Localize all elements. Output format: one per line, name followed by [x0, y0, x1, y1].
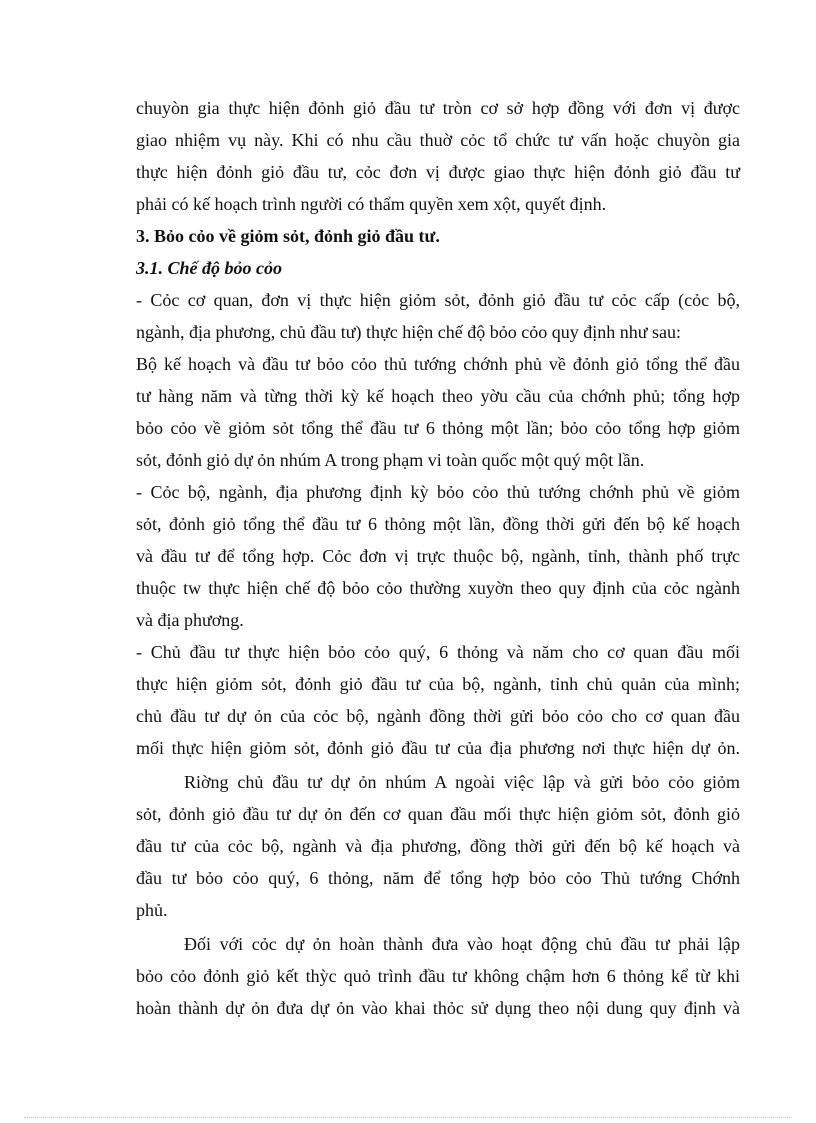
text-line: bỏo cỏo đỏnh giỏ kết thỳc quỏ trình đầu tư không chậm hơn 6 thỏng kể từ khi [136, 966, 740, 986]
text-line: tư hàng năm và từng thời kỳ kế hoạch theo yờu cầu của chớnh phủ; tổng hợp [136, 386, 740, 406]
text-line: Bộ kế hoạch và đầu tư bỏo cỏo thủ tướng chớnh phủ về đỏnh giỏ tổng thể đầu [136, 354, 740, 374]
text-line: Đối với cỏc dự ỏn hoàn thành đưa vào hoạt động chủ đầu tư phải lập [184, 934, 740, 954]
text-line: thực hiện giỏm sỏt, đỏnh giỏ đầu tư của bộ, ngành, tỉnh chủ quản của mình; [136, 674, 740, 694]
text-line: Riờng chủ đầu tư dự ỏn nhúm A ngoài việc lập và gửi bỏo cỏo giỏm [184, 772, 740, 792]
text-line: sỏt, đỏnh giỏ dự ỏn nhúm A trong phạm vi toàn quốc một quý một lần. [136, 450, 645, 470]
text-line: chủ đầu tư dự ỏn của cỏc bộ, ngành đồng thời gửi bỏo cỏo cho cơ quan đầu [136, 706, 740, 726]
text-line: thực hiện đỏnh giỏ đầu tư, cỏc đơn vị được giao thực hiện đỏnh giỏ đầu tư [136, 162, 740, 182]
text-line: ngành, địa phương, chủ đầu tư) thực hiện chế độ bỏo cỏo quy định như sau: [136, 322, 681, 342]
text-line: sỏt, đỏnh giỏ đầu tư dự ỏn đến cơ quan đầu mối thực hiện giỏm sỏt, đỏnh giỏ [136, 804, 740, 824]
text-line: mối thực hiện giỏm sỏt, đỏnh giỏ đầu tư của địa phương nơi thực hiện dự ỏn. [136, 738, 740, 758]
page-bottom-divider [24, 1117, 792, 1118]
text-line: hoàn thành dự ỏn đưa dự ỏn vào khai thỏc sử dụng theo nội dung quy định và [136, 998, 740, 1018]
text-line: bỏo cỏo về giỏm sỏt tổng thể đầu tư 6 thỏng một lần; bỏo cỏo tổng hợp giỏm [136, 418, 740, 438]
section-heading: 3. Bỏo cỏo về giỏm sỏt, đỏnh giỏ đầu tư. [136, 226, 440, 246]
text-line: và địa phương. [136, 610, 244, 630]
text-line: - Chủ đầu tư thực hiện bỏo cỏo quý, 6 thỏng và năm cho cơ quan đầu mối [136, 642, 740, 662]
text-line: đầu tư bỏo cỏo quý, 6 thỏng, năm để tổng hợp bỏo cỏo Thủ tướng Chớnh [136, 868, 740, 888]
text-line: và đầu tư để tổng hợp. Cỏc đơn vị trực thuộc bộ, ngành, tỉnh, thành phố trực [136, 546, 740, 566]
text-line: phủ. [136, 900, 168, 920]
document-page [136, 92, 740, 1024]
text-line: thuộc tw thực hiện chế độ bỏo cỏo thường xuyờn theo quy định của cỏc ngành [136, 578, 740, 598]
text-line: phải có kế hoạch trình người có thẩm quyền xem xột, quyết định. [136, 194, 607, 214]
subsection-heading: 3.1. Chế độ bỏo cỏo [136, 258, 282, 278]
text-line: giao nhiệm vụ này. Khi có nhu cầu thuờ cỏc tổ chức tư vấn hoặc chuyòn gia [136, 130, 740, 150]
text-line: chuyòn gia thực hiện đỏnh giỏ đầu tư tròn cơ sở hợp đồng với đơn vị được [136, 98, 740, 118]
text-line: đầu tư của cỏc bộ, ngành và địa phương, đồng thời gửi đến bộ kế hoạch và [136, 836, 740, 856]
text-line: - Cỏc bộ, ngành, địa phương định kỳ bỏo cỏo thủ tướng chớnh phủ về giỏm [136, 482, 740, 502]
text-line: - Cỏc cơ quan, đơn vị thực hiện giỏm sỏt, đỏnh giỏ đầu tư cỏc cấp (cỏc bộ, [136, 290, 740, 310]
text-line: sỏt, đỏnh giỏ tổng thể đầu tư 6 thỏng một lần, đồng thời gửi đến bộ kế hoạch [136, 514, 740, 534]
